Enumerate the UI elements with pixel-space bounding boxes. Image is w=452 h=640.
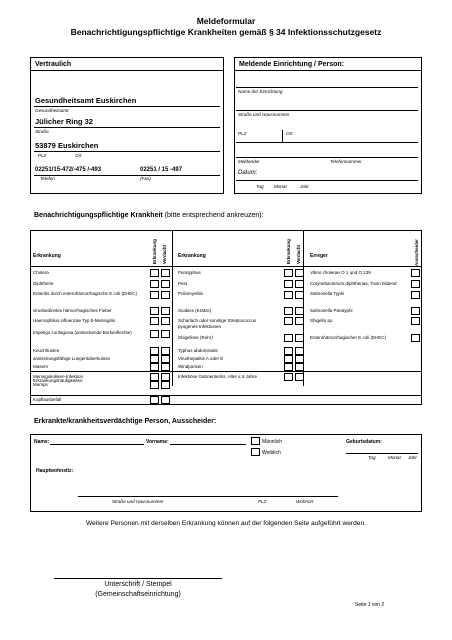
checkbox-keuchhusten-suspect[interactable] — [161, 347, 170, 355]
checkbox-lice-sick[interactable] — [150, 396, 159, 404]
recipient-label: Gesundheitsamt — [35, 108, 69, 113]
checkbox-mumps-suspect[interactable] — [161, 381, 170, 389]
checkbox-ehec-sick[interactable] — [150, 291, 159, 299]
more-persons-note: Weitere Personen mit derselben Erkrankung können auf der folgenden Seite aufgeführt werden. — [86, 520, 366, 527]
pathogen-corynebacterium: Corynebacterium diphtheriae, Toxin bildend — [310, 281, 397, 286]
checkbox-shigellose-suspect[interactable] — [295, 334, 304, 342]
lice-label: Kopflausbefall — [33, 397, 62, 402]
checkbox-windpocken-suspect[interactable] — [295, 363, 304, 371]
checkbox-salmonella-typhi-excreter[interactable] — [411, 291, 420, 299]
checkbox-typhus-suspect[interactable] — [295, 347, 304, 355]
recipient-street: Jülicher Ring 32 — [35, 117, 93, 126]
section-diseases-heading: Benachrichtigungspflichtige Krankheit (bitte entsprechend ankreuzen): — [34, 212, 264, 219]
institution-street-label[interactable]: Straße und Hausnummer — [238, 112, 290, 117]
pathogen-ehec: Enterohämorrhagischer E.coli (EHEC) — [310, 335, 387, 340]
checkbox-keuchhusten-sick[interactable] — [150, 347, 159, 355]
col-suspect-header: Verdacht — [162, 244, 167, 264]
name-label: Name: — [34, 439, 50, 445]
checkbox-polio-sick[interactable] — [284, 291, 293, 299]
disease-tbc: ansteckungsfähige Lungentuberkulose — [33, 356, 111, 361]
checkbox-ehec-excreter[interactable] — [411, 334, 420, 342]
checkbox-masern-suspect[interactable] — [161, 363, 170, 371]
disease-polio: Poliomyelitis — [178, 291, 204, 296]
confidential-heading: Vertraulich — [35, 61, 72, 68]
checkbox-hib-sick[interactable] — [150, 317, 159, 325]
col-suspect-header-2: Verdacht — [296, 244, 301, 264]
checkbox-gastroenteritis-sick[interactable] — [284, 373, 293, 381]
recipient-phone: 02251/15-472/-475 /-493 — [35, 167, 102, 173]
pathogen-vibrio: Vibrio cholerae O 1 und O 139 — [310, 270, 371, 275]
disease-typhus: Typhus abdominalis — [178, 348, 218, 353]
dob-year-label: Jahr — [408, 455, 417, 460]
disease-paratyphus: Paratyphus — [178, 270, 201, 275]
reporter-label[interactable]: Meldender — [238, 159, 260, 164]
disease-impetigo: Impetigo contagiosa (ansteckende Borkenflechte) — [33, 330, 132, 335]
col-disease-header: Erkrankung — [33, 253, 61, 259]
institution-ort-label[interactable]: Ort — [286, 131, 293, 136]
checkbox-lice-suspect[interactable] — [161, 396, 170, 404]
checkbox-meningokokken-sick[interactable] — [150, 373, 159, 381]
recipient-city: 53879 Euskirchen — [35, 141, 99, 150]
checkbox-ehec-suspect[interactable] — [161, 291, 170, 299]
pathogen-shigella: Shigella sp. — [310, 318, 334, 323]
date-day-label: Tag — [256, 184, 264, 189]
checkbox-gastroenteritis-suspect[interactable] — [295, 373, 304, 381]
street-label: Straße — [35, 129, 49, 134]
checkbox-pest-suspect[interactable] — [295, 280, 304, 288]
disease-hepatitis: Virushepatitis A oder E — [178, 356, 224, 361]
disease-masern: Masern — [33, 364, 49, 369]
checkbox-shigella-excreter[interactable] — [411, 317, 420, 325]
reporter-heading: Meldende Einrichtung / Person: — [239, 61, 345, 68]
dob-month-label: Monat — [388, 455, 401, 460]
ort-label: Ort — [75, 153, 82, 158]
fax-label: (Fax) — [140, 176, 151, 181]
col-sick-header-2: Erkrankung — [286, 238, 291, 264]
page-number: Seite 1 von 2 — [355, 602, 385, 608]
checkbox-diphtherie-sick[interactable] — [150, 280, 159, 288]
checkbox-impetigo-sick[interactable] — [150, 330, 159, 338]
checkbox-masern-sick[interactable] — [150, 363, 159, 371]
person-box — [30, 434, 422, 512]
col-excreter-header: Ausscheider — [414, 238, 419, 266]
checkbox-mumps-sick[interactable] — [150, 381, 159, 389]
checkbox-pest-sick[interactable] — [284, 280, 293, 288]
checkbox-paratyphus-suspect[interactable] — [295, 269, 304, 277]
checkbox-scabies-suspect[interactable] — [295, 307, 304, 315]
checkbox-hib-suspect[interactable] — [161, 317, 170, 325]
disease-shigellose: Shigellose (Ruhr) — [178, 335, 213, 340]
checkbox-vibrio-excreter[interactable] — [411, 269, 420, 277]
disease-pest: Pest — [178, 281, 188, 286]
disease-hib: Haemophilus influenzae Typ b-Meningitis — [33, 318, 115, 323]
checkbox-typhus-sick[interactable] — [284, 347, 293, 355]
dob-day-label: Tag — [368, 455, 376, 460]
checkbox-scabies-sick[interactable] — [284, 307, 293, 315]
cluster-frequency-label: Erkrankungshäufigkeiten — [33, 378, 83, 383]
male-label: Männlich — [262, 439, 283, 445]
checkbox-scharlach-suspect[interactable] — [295, 317, 304, 325]
checkbox-cholera-sick[interactable] — [150, 269, 159, 277]
disease-meningokokken: Meningokokken-Infektion — [33, 374, 84, 379]
checkbox-windpocken-sick[interactable] — [284, 363, 293, 371]
checkbox-female[interactable] — [251, 448, 260, 456]
checkbox-polio-suspect[interactable] — [295, 291, 304, 299]
firstname-label: Vorname: — [146, 439, 169, 445]
col-sick-header: Erkrankung — [152, 238, 157, 264]
residence-plz-label: PLZ — [258, 499, 267, 504]
disease-mumps: Mumps — [33, 382, 48, 387]
residence-ort-label: Wohnort — [296, 499, 314, 504]
recipient-name: Gesundheitsamt Euskirchen — [35, 96, 137, 105]
recipient-fax: 02251 / 15 -497 — [140, 167, 183, 173]
institution-name-label[interactable]: Name der Einrichtung — [238, 89, 283, 94]
checkbox-male[interactable] — [251, 437, 260, 445]
date-label[interactable]: Datum: — [238, 170, 258, 176]
checkbox-scharlach-sick[interactable] — [284, 317, 293, 325]
checkbox-paratyphus-sick[interactable] — [284, 269, 293, 277]
pathogen-salmonella-typhi: Salmonella Typhi — [310, 291, 345, 296]
checkbox-impetigo-suspect[interactable] — [161, 330, 170, 338]
checkbox-hepatitis-suspect[interactable] — [295, 355, 304, 363]
disease-gastroenteritis: Infektiöse Gatroenteritis, Alter ≤ 6 Jahre — [178, 374, 258, 379]
dob-label: Geburtsdatum: — [346, 439, 382, 445]
disease-cholera: Cholera — [33, 270, 49, 275]
pathogen-salmonella-paratyphi: Salmonella Paratyphi — [310, 308, 353, 313]
reporter-phone-label[interactable]: Telefonnummer — [330, 159, 362, 164]
disease-windpocken: Windpocken — [178, 364, 203, 369]
checkbox-corynebacterium-excreter[interactable] — [411, 280, 420, 288]
disease-keuchhusten: Keuchhusten — [33, 348, 60, 353]
disease-scabies: Scabies (Krätze) — [178, 308, 212, 313]
residence-street-label: Straße und Hausnummer — [112, 499, 164, 504]
plz-label: PLZ — [38, 153, 47, 158]
date-month-label: Monat — [274, 184, 287, 189]
col-disease-header-2: Erkrankung — [178, 253, 206, 259]
signature-label: Unterschrift / Stempel — [104, 581, 172, 588]
checkbox-hf-sick[interactable] — [150, 307, 159, 315]
checkbox-cholera-suspect[interactable] — [161, 269, 170, 277]
checkbox-salmonella-paratyphi-excreter[interactable] — [411, 307, 420, 315]
disease-hf: virusbedinntes hämorrhagisches Fieber — [33, 308, 112, 313]
institution-plz-label[interactable]: PLZ — [238, 131, 247, 136]
col-pathogen-header: Erreger — [310, 253, 328, 259]
checkbox-hf-suspect[interactable] — [161, 307, 170, 315]
disease-scharlach: Scharlach oder sonstige Streptococcus pyogenes-Infektionen — [178, 318, 257, 329]
checkbox-diphtherie-suspect[interactable] — [161, 280, 170, 288]
checkbox-tbc-sick[interactable] — [150, 355, 159, 363]
signature-sublabel: (Gemeinschaftseinrichtung) — [95, 591, 181, 598]
checkbox-shigellose-sick[interactable] — [284, 334, 293, 342]
phone-label: Telefon — [40, 176, 55, 181]
checkbox-hepatitis-sick[interactable] — [284, 355, 293, 363]
residence-label: Hauptwohnsitz: — [36, 468, 74, 474]
checkbox-meningokokken-suspect[interactable] — [161, 373, 170, 381]
date-year-label: Jahr — [300, 184, 309, 189]
section-person-heading: Erkrankte/krankheitsverdächtige Person, Ausscheider: — [34, 418, 217, 425]
female-label: Weiblich — [262, 450, 281, 456]
reporter-box — [234, 57, 422, 194]
disease-ehec: Enteritis durch enterohämorrhagische E.coli (EHEC) — [33, 291, 138, 296]
checkbox-tbc-suspect[interactable] — [161, 355, 170, 363]
form-subtitle: Benachrichtigungspflichtige Krankheiten gemäß § 34 Infektionsschutzgesetz — [70, 27, 382, 37]
form-title: Meldeformular — [196, 16, 256, 26]
disease-diphtherie: Diphtherie — [33, 281, 54, 286]
